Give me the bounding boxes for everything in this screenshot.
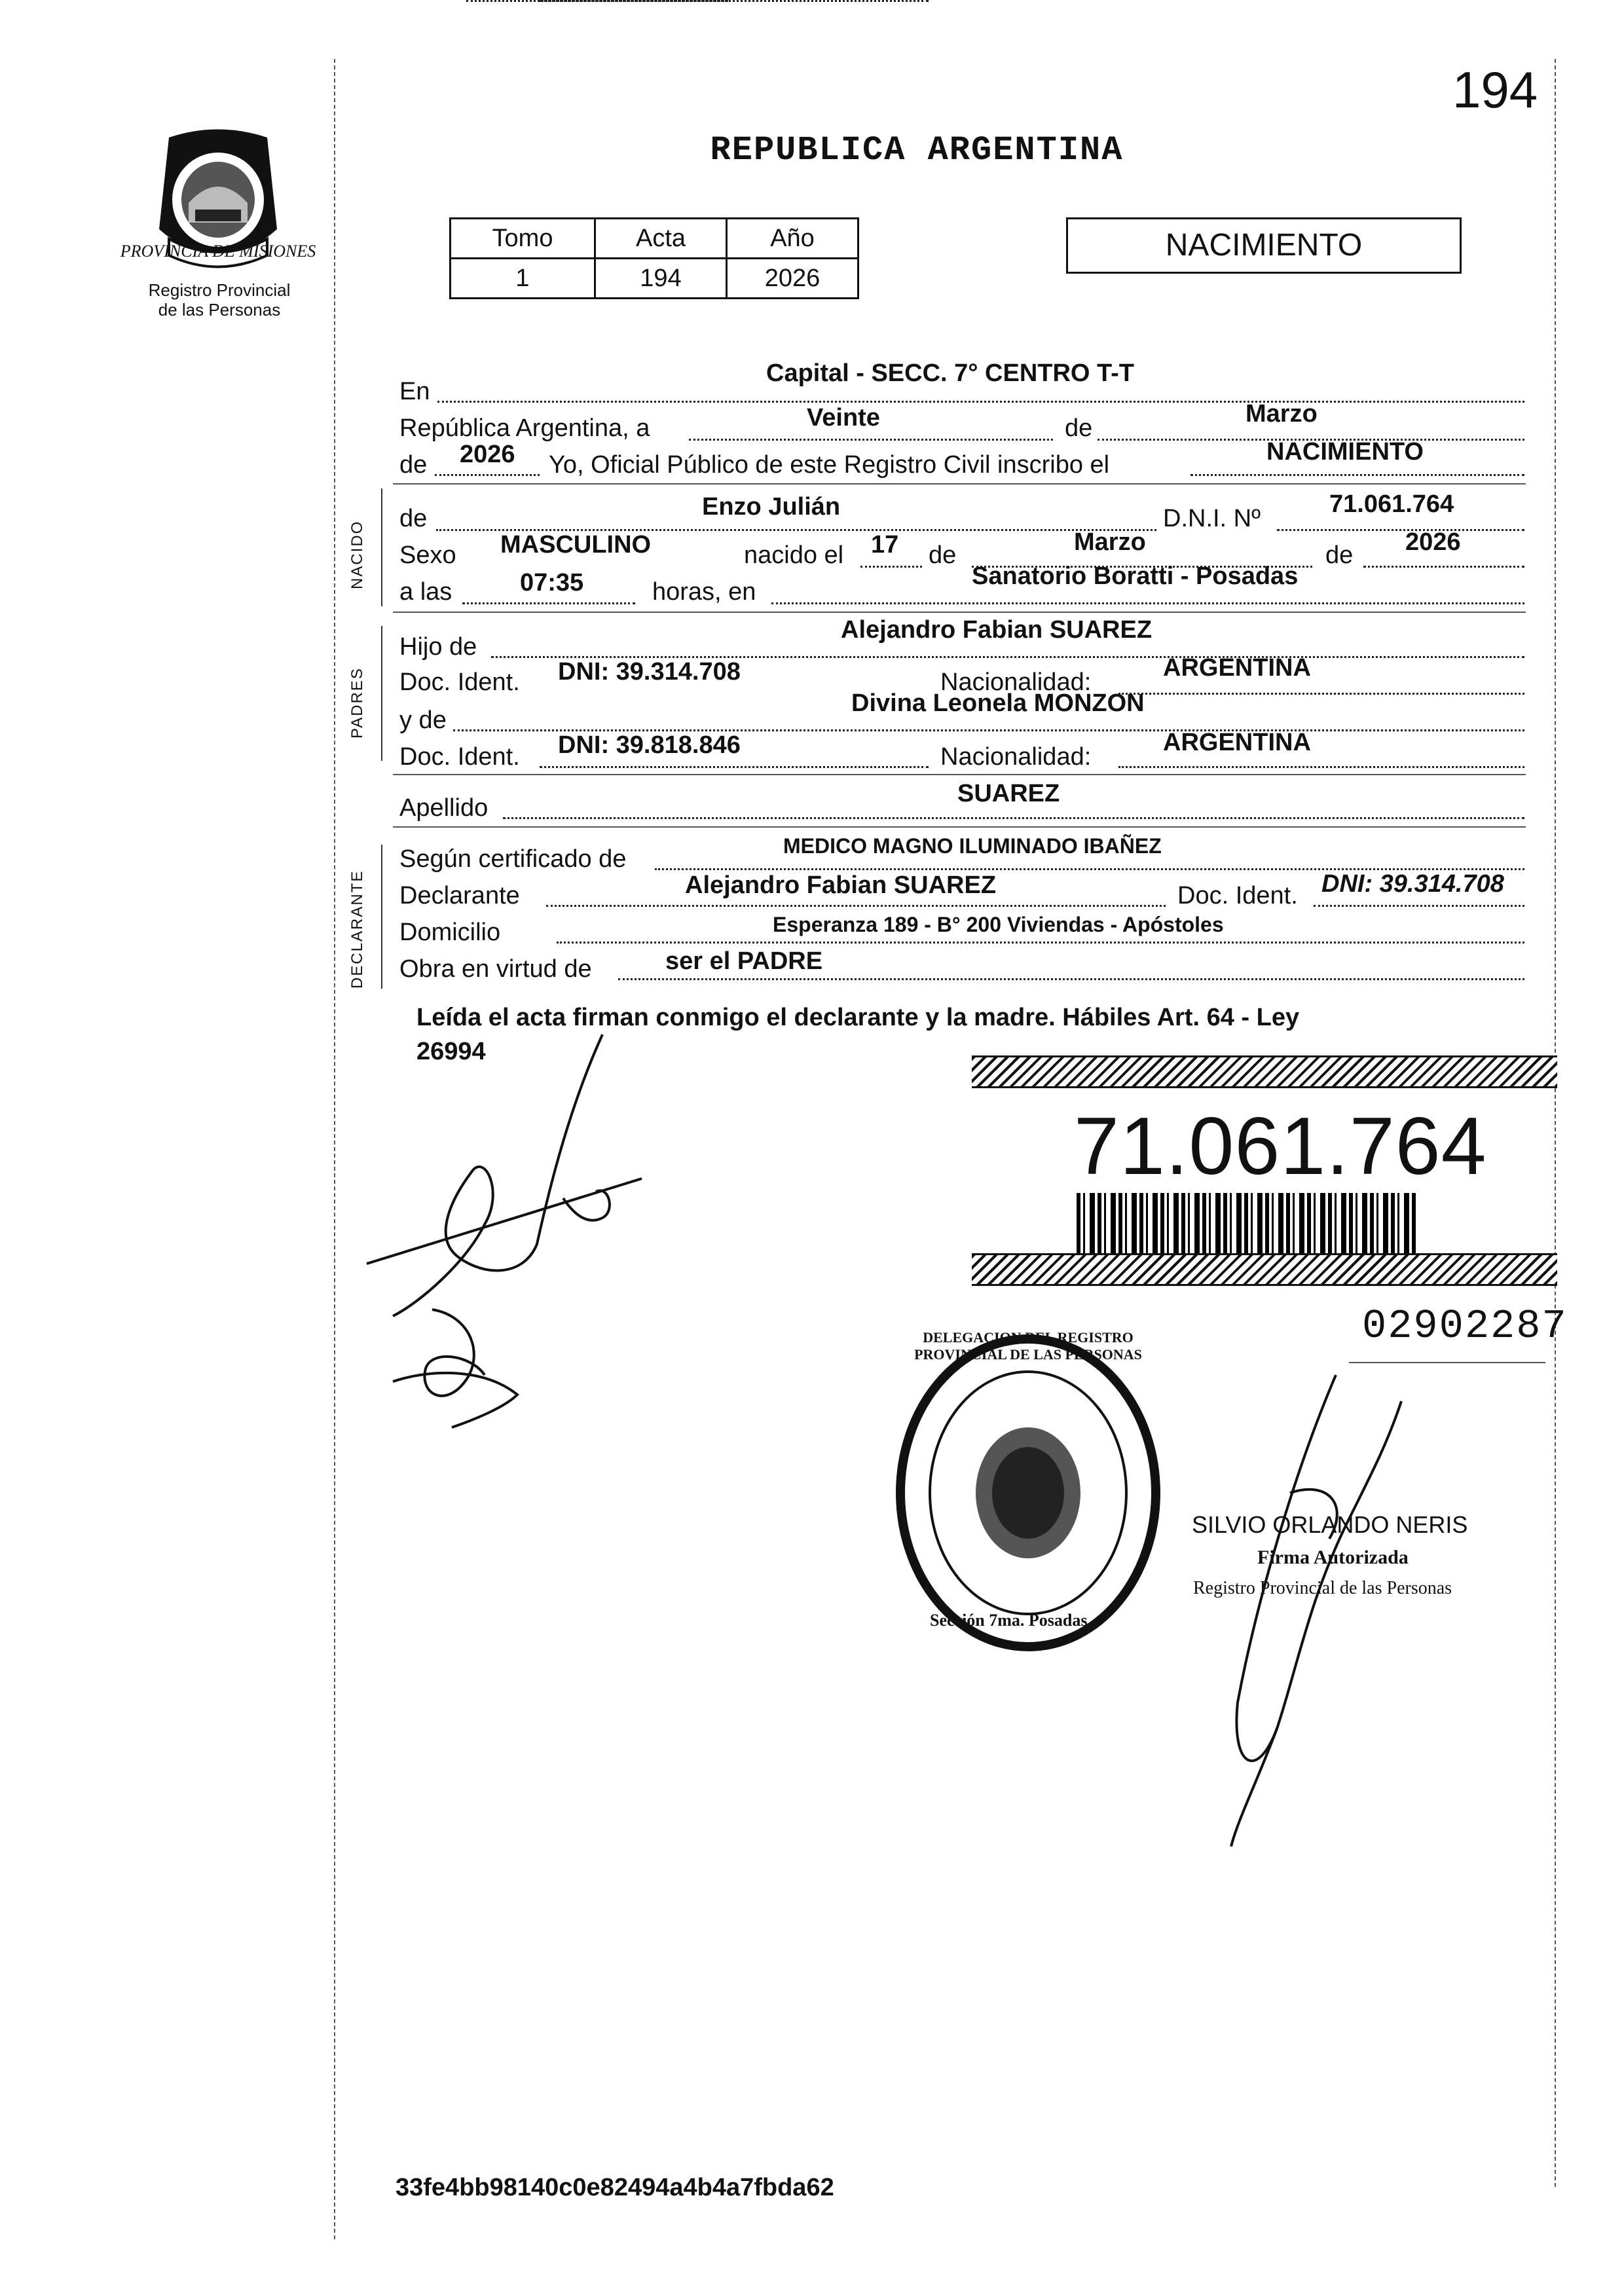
act-type-value: NACIMIENTO — [1266, 438, 1424, 466]
capacity-value: ser el PADRE — [665, 947, 823, 975]
section-nacido-label: NACIDO — [348, 520, 366, 589]
registry-header-anio: Año — [727, 219, 858, 259]
name-value: Enzo Julián — [702, 493, 841, 521]
address-value: Esperanza 189 - B° 200 Viviendas - Apóstoles — [773, 913, 1224, 936]
declarant-dotted-line — [546, 905, 1166, 907]
officer-name: SILVIO ORLANDO NERIS — [1192, 1511, 1468, 1538]
oficial-text: Yo, Oficial Público de este Registro Civil inscribo el — [549, 451, 1110, 479]
birth-place-dotted-line — [771, 602, 1524, 604]
father-doc-dotted-line — [540, 0, 929, 2]
address-dotted-line — [557, 942, 1524, 944]
logo-caption — [111, 280, 327, 320]
birth-de-label: de — [929, 541, 957, 569]
nacido-de-label: de — [399, 505, 428, 532]
de-year-label: de — [399, 451, 428, 479]
apellido-dotted-line — [503, 817, 1524, 819]
country-title: REPUBLICA ARGENTINA — [710, 131, 1124, 170]
section-declarante-label: DECLARANTE — [348, 870, 366, 989]
birth-place-value: Sanatorio Boratti - Posadas — [972, 562, 1299, 590]
time-dotted-line — [462, 602, 635, 604]
de-month-label: de — [1065, 414, 1093, 442]
record-type-box: NACIMIENTO — [1066, 217, 1462, 274]
capacity-dotted-line — [618, 978, 1524, 980]
footer-hash: 33fe4bb98140c0e82494a4b4a7fbda62 — [396, 2174, 834, 2201]
registry-header-acta: Acta — [595, 219, 727, 259]
registry-tomo-value: 1 — [451, 259, 595, 299]
father-nationality-value: ARGENTINA — [1163, 654, 1311, 682]
apellido-value: SUAREZ — [957, 780, 1060, 807]
declarante-bracket — [381, 845, 382, 989]
serial-number: 02902287 — [1362, 1303, 1568, 1349]
a-las-label: a las — [399, 578, 452, 606]
dni-label: D.N.I. Nº — [1163, 505, 1261, 532]
y-de-label: y de — [399, 706, 447, 734]
section-padres-label: PADRES — [348, 667, 366, 739]
mother-doc-dotted-line — [540, 766, 929, 768]
right-margin-line — [1555, 59, 1556, 2187]
mother-nationality-value: ARGENTINA — [1163, 729, 1311, 756]
declarant-doc-value: DNI: 39.314.708 — [1321, 870, 1504, 898]
declarant-value: Alejandro Fabian SUAREZ — [685, 871, 997, 899]
year-value: 2026 — [460, 441, 515, 468]
officer-office: Registro Provincial de las Personas — [1193, 1578, 1452, 1598]
declarante-label: Declarante — [399, 882, 520, 909]
separator-nacido — [393, 612, 1526, 613]
time-value: 07:35 — [520, 569, 584, 596]
birth-year-dotted-line — [1363, 566, 1524, 568]
birth-de-year-label: de — [1325, 541, 1354, 569]
declarant-signature — [354, 1028, 655, 1434]
certificado-label: Según certificado de — [399, 845, 627, 873]
registry-anio-value: 2026 — [727, 259, 858, 299]
birth-month-value: Marzo — [1074, 528, 1146, 556]
province-logo — [120, 124, 316, 275]
sexo-value: MASCULINO — [500, 531, 652, 559]
declarant-doc-dotted-line — [1314, 905, 1524, 907]
birth-day-dotted-line — [860, 566, 922, 568]
month-value: Marzo — [1246, 400, 1318, 428]
day-dotted-line — [689, 439, 1053, 441]
dni-value: 71.061.764 — [1329, 490, 1454, 518]
separator-intro — [393, 483, 1526, 485]
registry-header-tomo: Tomo — [451, 219, 595, 259]
id-label-bottom-hatch — [972, 1253, 1557, 1286]
en-label: En — [399, 378, 430, 405]
declarant-doc-label: Doc. Ident. — [1177, 882, 1298, 909]
closing-line1: Leída el acta firman conmigo el declarante y la madre. Hábiles Art. 64 - Ley — [416, 1004, 1300, 1031]
father-name-value: Alejandro Fabian SUAREZ — [841, 616, 1153, 644]
mother-doc-label: Doc. Ident. — [399, 743, 520, 771]
apellido-label: Apellido — [399, 794, 489, 822]
nacido-el-label: nacido el — [744, 541, 844, 569]
id-label-number: 71.061.764 — [1074, 1101, 1487, 1192]
mother-nationality-dotted-line — [1118, 766, 1524, 768]
registry-table — [449, 217, 859, 299]
logo-seal-text: PROVINCIA DE MISIONES — [120, 242, 316, 261]
father-doc-label: Doc. Ident. — [399, 669, 520, 696]
place-dotted-line — [437, 401, 1524, 403]
year-dotted-line — [435, 474, 540, 476]
separator-padres — [393, 774, 1526, 775]
stamp-ring-text: DELEGACION DEL REGISTRO PROVINCIAL DE LAS PERSONAS — [914, 1329, 1142, 1363]
birth-year-value: 2026 — [1405, 528, 1461, 556]
id-label-barcode — [1077, 1193, 1417, 1258]
nacido-bracket — [381, 488, 382, 606]
registry-acta-value: 194 — [595, 259, 727, 299]
mother-name-value: Divina Leonela MONZON — [851, 689, 1145, 717]
separator-apellido — [393, 826, 1526, 828]
official-stamp — [891, 1329, 1166, 1657]
certificate-value: MEDICO MAGNO ILUMINADO IBAÑEZ — [783, 834, 1162, 858]
father-doc-value: DNI: 39.314.708 — [558, 658, 741, 686]
father-nationality-dotted-line — [1118, 693, 1524, 695]
domicilio-label: Domicilio — [399, 919, 501, 946]
stamp-inner-text: Sección 7ma. Posadas — [930, 1611, 1088, 1630]
id-label-top-hatch — [972, 1055, 1557, 1088]
day-value: Veinte — [807, 404, 880, 431]
padres-bracket — [381, 626, 382, 761]
act-type-dotted-line — [1190, 474, 1524, 476]
father-nationality-label: Nacionalidad: — [940, 669, 1092, 696]
sexo-label: Sexo — [399, 541, 456, 569]
republica-label: República Argentina, a — [399, 414, 650, 442]
page-number: 194 — [1452, 61, 1538, 119]
obra-label: Obra en virtud de — [399, 955, 592, 983]
officer-title: Firma Autorizada — [1257, 1547, 1409, 1568]
place-value: Capital - SECC. 7° CENTRO T-T — [766, 359, 1135, 387]
mother-nationality-label: Nacionalidad: — [940, 743, 1092, 771]
hijo-de-label: Hijo de — [399, 633, 477, 661]
officer-signature — [1179, 1362, 1506, 1860]
birth-day-value: 17 — [871, 531, 899, 559]
registry-value-row — [451, 259, 858, 299]
horas-en-label: horas, en — [652, 578, 756, 606]
registry-header-row — [451, 219, 858, 259]
logo-caption-line1: Registro Provincial — [148, 280, 291, 300]
mother-doc-value: DNI: 39.818.846 — [558, 731, 741, 759]
logo-caption-line2: de las Personas — [158, 300, 281, 320]
dni-dotted-line — [1277, 529, 1524, 531]
left-margin-line — [334, 59, 335, 2239]
closing-line2: 26994 — [416, 1038, 486, 1065]
